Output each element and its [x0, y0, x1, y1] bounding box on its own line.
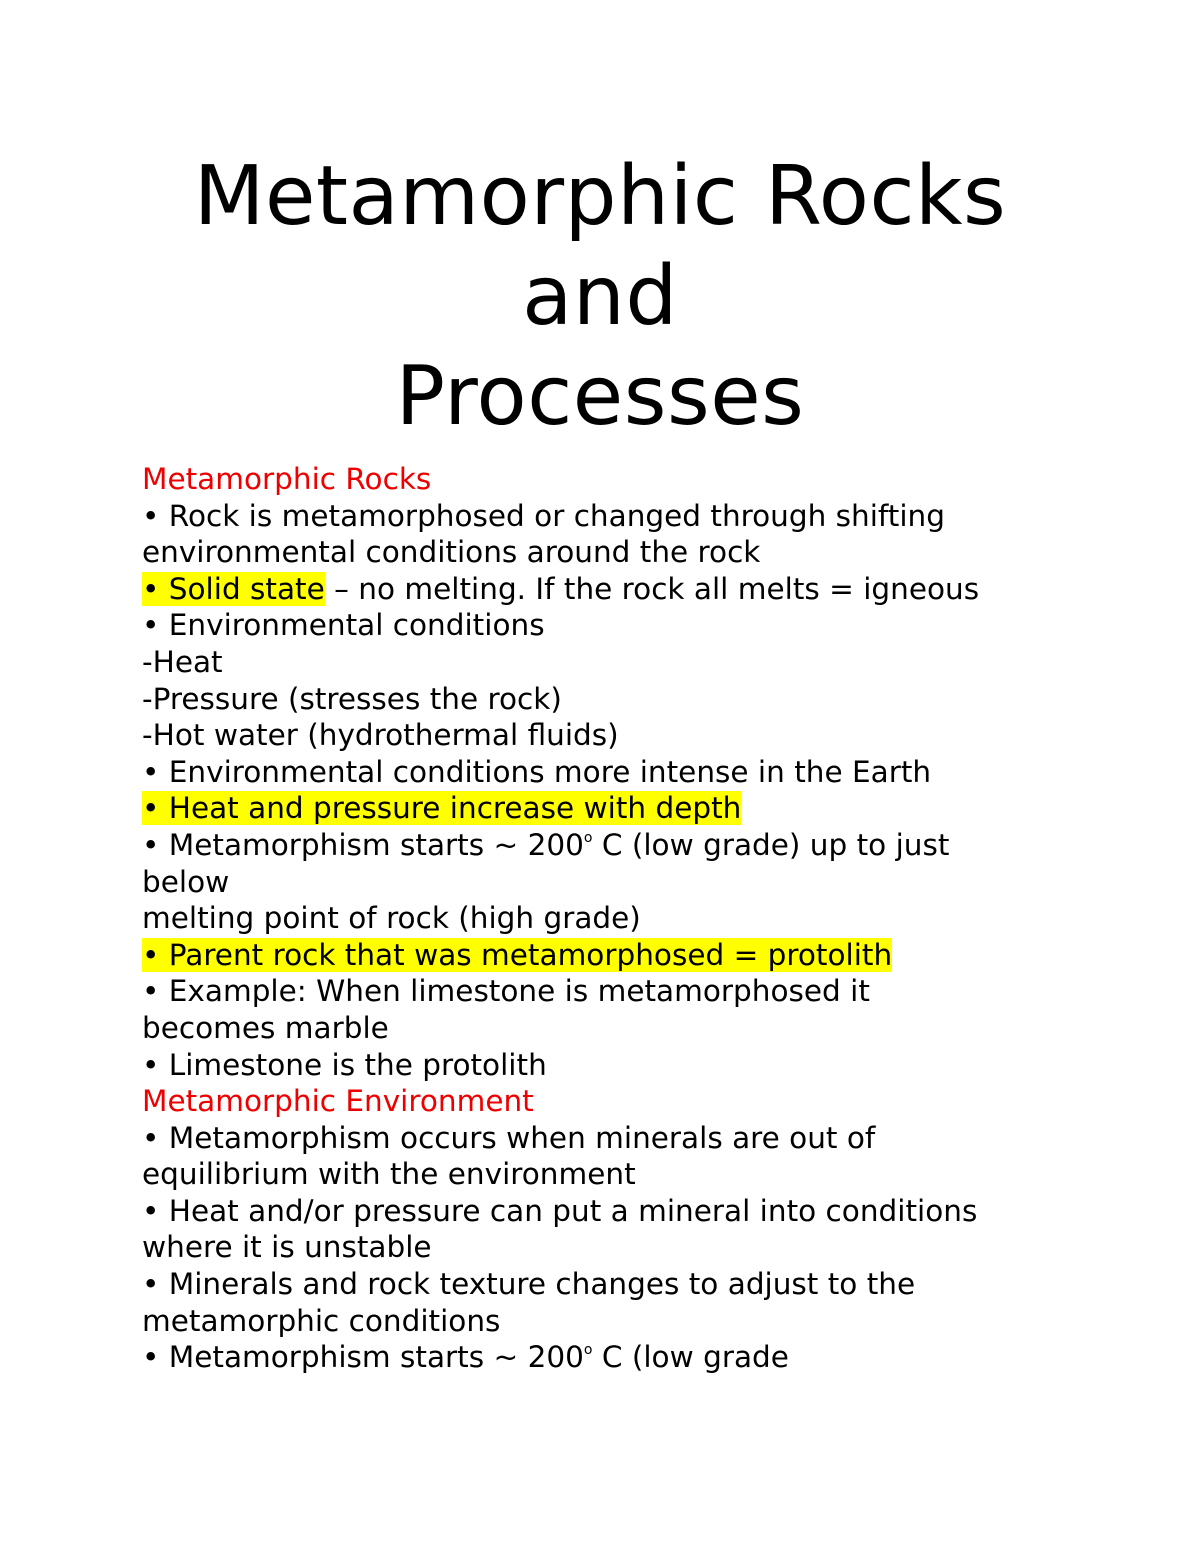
section-heading-metamorphic-rocks: Metamorphic Rocks [142, 462, 432, 496]
text-line: metamorphic conditions [142, 1303, 501, 1338]
text-line: • Rock is metamorphosed or changed through shifting [142, 498, 945, 533]
degree-mark: o [583, 1342, 593, 1359]
title-line-2: and [522, 249, 678, 344]
text-line [142, 571, 1142, 608]
text-line [142, 827, 1142, 864]
text-line: • Heat and/or pressure can put a mineral into conditions [142, 1193, 978, 1228]
text-line [142, 790, 1142, 827]
section-heading-metamorphic-environment: Metamorphic Environment [142, 1084, 534, 1119]
document-title [0, 147, 1200, 447]
text-line [142, 1339, 1142, 1376]
text-span: C (low grade) up to just [592, 827, 950, 862]
title-line-1: Metamorphic Rocks [193, 149, 1007, 244]
text-line: • Example: When limestone is metamorphosed it [142, 974, 870, 1009]
degree-mark: o [583, 829, 593, 846]
text-span: • Metamorphism starts ~ 200 [142, 1340, 584, 1375]
highlighted-text: • Heat and pressure increase with depth [142, 791, 742, 826]
text-line [142, 937, 1142, 974]
text-line: -Pressure (stresses the rock) [142, 681, 562, 716]
text-line: becomes marble [142, 1010, 389, 1045]
highlighted-text: • Parent rock that was metamorphosed = protolith [142, 937, 893, 972]
text-line: melting point of rock (high grade) [142, 901, 641, 936]
text-span: – no melting. If the rock all melts = igneous [324, 571, 980, 606]
text-span: • Metamorphism starts ~ 200 [142, 827, 584, 862]
text-line: -Heat [142, 644, 223, 679]
text-line: • Limestone is the protolith [142, 1047, 547, 1082]
text-line: -Hot water (hydrothermal fluids) [142, 718, 619, 753]
title-line-3: Processes [395, 349, 805, 444]
document-body [142, 461, 1142, 1376]
text-line: • Environmental conditions more intense in the Earth [142, 754, 932, 789]
text-line: equilibrium with the environment [142, 1157, 636, 1192]
text-line: below [142, 864, 230, 899]
text-line: • Minerals and rock texture changes to adjust to the [142, 1267, 916, 1302]
text-line: • Metamorphism occurs when minerals are out of [142, 1120, 876, 1155]
highlighted-text: • Solid state [142, 571, 325, 606]
text-line: where it is unstable [142, 1230, 432, 1265]
text-span: C (low grade [592, 1340, 789, 1375]
text-line: • Environmental conditions [142, 608, 545, 643]
text-line: environmental conditions around the rock [142, 535, 761, 570]
